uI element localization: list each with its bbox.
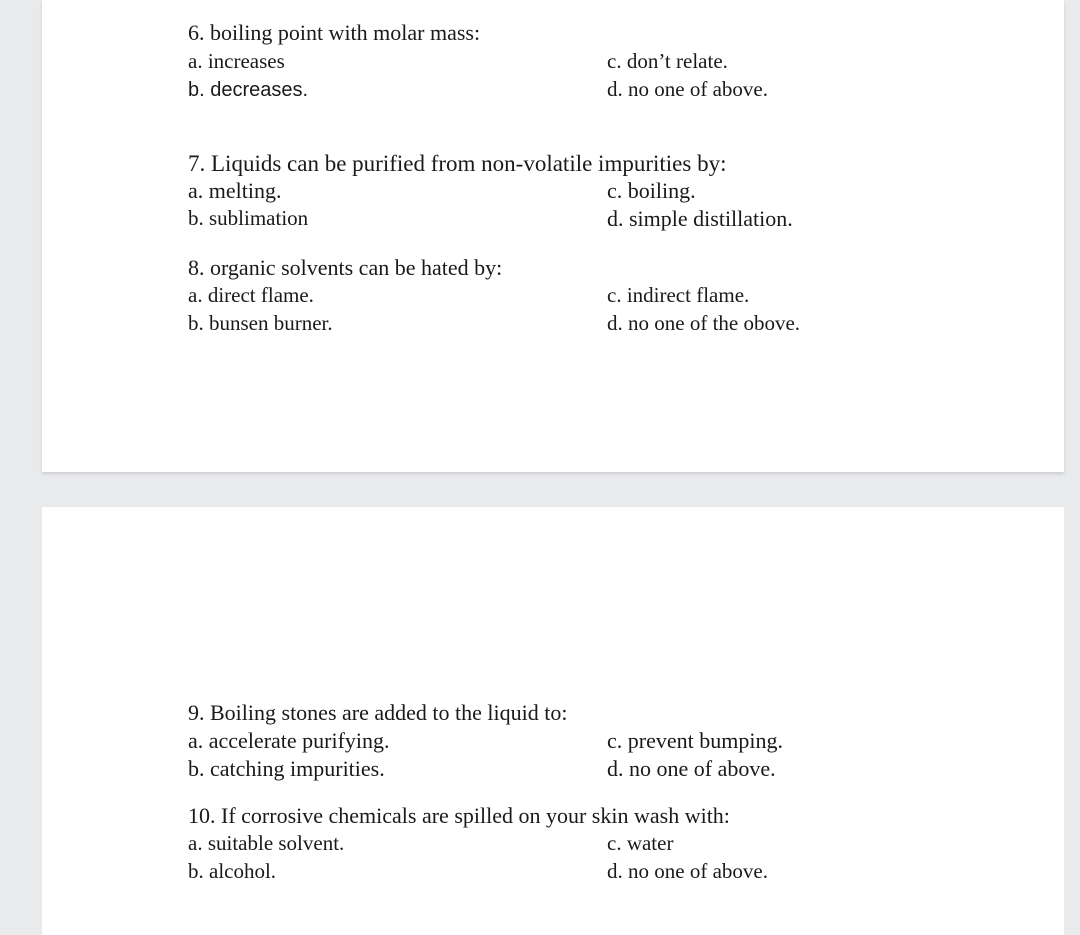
question-8-option-c: c. indirect flame. <box>607 283 750 307</box>
question-10-option-a: a. suitable solvent. <box>188 831 345 855</box>
question-6-stem: 6. boiling point with molar mass: <box>188 20 481 45</box>
question-7-option-a: a. melting. <box>188 178 282 203</box>
question-7-option-c: c. boiling. <box>607 178 696 203</box>
question-6-option-a: a. increases <box>188 49 285 73</box>
question-6-option-d: d. no one of above. <box>607 77 768 101</box>
question-9-option-c: c. prevent bumping. <box>607 728 783 753</box>
question-8-option-a: a. direct flame. <box>188 283 314 307</box>
question-7-stem: 7. Liquids can be purified from non-volatile impurities by: <box>188 151 727 176</box>
question-9-option-d: d. no one of above. <box>607 756 776 781</box>
question-8-stem: 8. organic solvents can be hated by: <box>188 255 503 280</box>
question-6-option-b: b. decreases. <box>188 79 309 101</box>
question-10-option-b: b. alcohol. <box>188 859 277 883</box>
question-7-option-b: b. sublimation <box>188 206 309 230</box>
question-10-stem: 10. If corrosive chemicals are spilled on your skin wash with: <box>188 803 730 828</box>
question-9-stem: 9. Boiling stones are added to the liquid to: <box>188 700 568 725</box>
question-9-option-b: b. catching impurities. <box>188 756 385 781</box>
question-8-option-d: d. no one of the obove. <box>607 311 801 335</box>
question-6-option-c: c. don’t relate. <box>607 49 728 73</box>
question-8-option-b: b. bunsen burner. <box>188 311 333 335</box>
question-10-option-c: c. water <box>607 831 674 855</box>
question-10-option-d: d. no one of above. <box>607 859 768 883</box>
question-9-option-a: a. accelerate purifying. <box>188 728 390 753</box>
question-7-option-d: d. simple distillation. <box>607 206 793 231</box>
